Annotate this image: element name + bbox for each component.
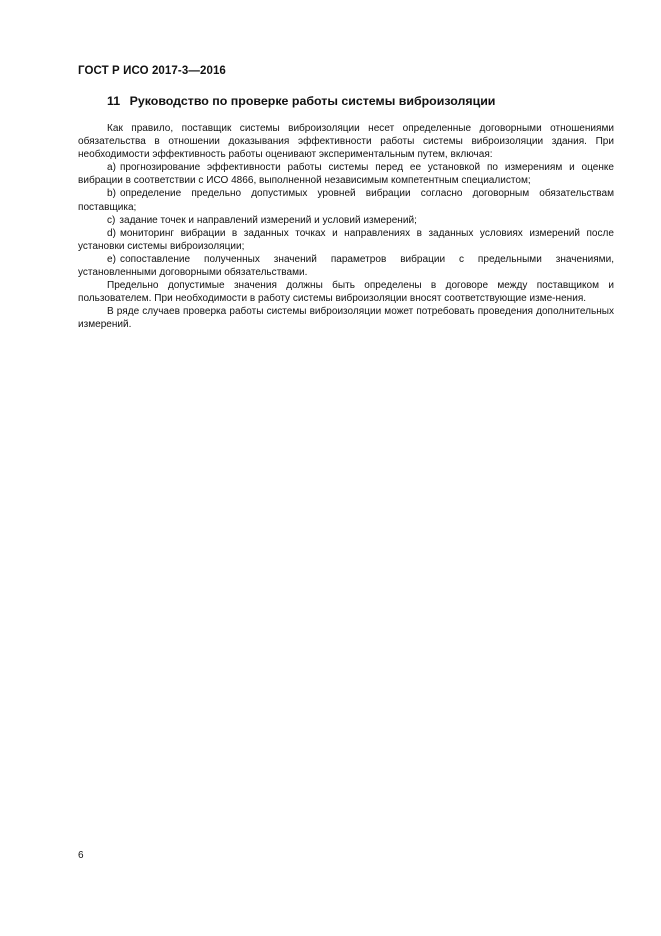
list-item-text: сопоставление полученных значений параметров вибрации с предельными значениями, установленными договорными обязательствами. bbox=[78, 253, 614, 279]
list-item-text: прогнозирование эффективности работы системы перед ее установкой по измерениям и оценке вибрации в соответствии с ИСО 4866, выполненной независимым компетентным специалистом; bbox=[78, 162, 614, 187]
page-number: 6 bbox=[78, 850, 84, 861]
list-item-a bbox=[78, 161, 614, 187]
paragraph-additional: В ряде случаев проверка работы системы виброизоляции может потребовать проведения дополнительных измерений. bbox=[78, 306, 614, 331]
list-item-text: задание точек и направлений измерений и условий измерений; bbox=[119, 214, 417, 226]
list-item-c bbox=[78, 214, 614, 227]
list-item-letter: e) bbox=[107, 253, 116, 265]
list-item-letter: b) bbox=[107, 188, 116, 200]
paragraph-intro: Как правило, поставщик системы виброизоляции несет определенные договорными отношениями обязательства в отношении доказывания эффективности работы системы виброизоляции здания. При необходимости эффективность работы оценивают экспериментальным путем, включая: bbox=[78, 123, 614, 161]
list-item-letter: d) bbox=[107, 227, 116, 239]
list-item-b bbox=[78, 187, 614, 213]
list-item-letter: a) bbox=[107, 162, 116, 174]
section-heading bbox=[107, 94, 495, 108]
list-item-text: мониторинг вибрации в заданных точках и направлениях в заданных условиях измерений после установки системы виброизоляции; bbox=[78, 227, 614, 252]
section-title: Руководство по проверке работы системы виброизоляции bbox=[129, 94, 496, 108]
document-standard-id: ГОСТ Р ИСО 2017-3—2016 bbox=[78, 65, 226, 77]
paragraph-limits: Предельно допустимые значения должны быть определены в договоре между поставщиком и пользователем. При необходимости в работу системы виброизоляции вносят соответствующие изме-нения. bbox=[78, 280, 614, 305]
list-item-letter: c) bbox=[107, 214, 116, 226]
list-item-e bbox=[78, 253, 614, 279]
section-body bbox=[78, 122, 614, 332]
list-item-d bbox=[78, 227, 614, 253]
section-number: 11 bbox=[107, 94, 121, 108]
list-item-text: определение предельно допустимых уровней вибрации согласно договорным обязательствам поставщика; bbox=[78, 188, 614, 213]
